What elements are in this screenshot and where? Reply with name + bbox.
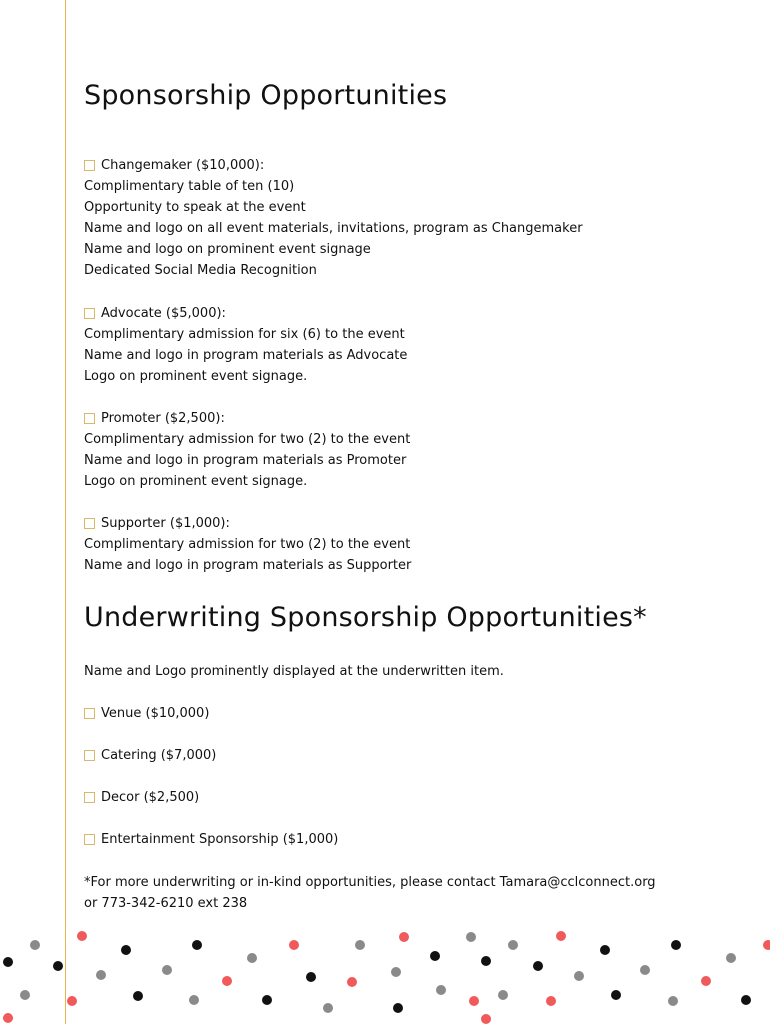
benefit-item: Complimentary admission for six (6) to the event [84, 327, 405, 342]
underwriting-intro: Name and Logo prominently displayed at the underwritten item. [84, 664, 504, 679]
sponsorship-heading: Sponsorship Opportunities [84, 80, 448, 111]
underwriting-item-venue [84, 703, 209, 724]
tier-changemaker [84, 155, 583, 281]
benefit-item: Name and logo in program materials as Advocate [84, 348, 408, 363]
underwriting-label: Decor ($2,500) [101, 790, 200, 805]
checkbox-entertainment[interactable] [84, 834, 95, 845]
tier-supporter [84, 513, 411, 576]
tier-promoter [84, 408, 410, 492]
benefit-item: Name and logo on prominent event signage [84, 242, 371, 257]
benefit-item: Complimentary admission for two (2) to the event [84, 432, 411, 447]
checkbox-venue[interactable] [84, 708, 95, 719]
tier-advocate [84, 303, 407, 387]
checkbox-advocate[interactable] [84, 308, 95, 319]
underwriting-item-decor [84, 787, 199, 808]
benefit-item: Dedicated Social Media Recognition [84, 263, 317, 278]
checkbox-changemaker[interactable] [84, 160, 95, 171]
benefit-item: Complimentary table of ten (10) [84, 179, 295, 194]
benefit-item: Name and logo in program materials as Supporter [84, 558, 412, 573]
footnote-line-1: *For more underwriting or in-kind opportunities, please contact Tamara@cclconnect.org [84, 875, 656, 890]
tier-title: Changemaker ($10,000): [101, 158, 265, 173]
tier-title: Promoter ($2,500): [101, 411, 225, 426]
underwriting-label: Entertainment Sponsorship ($1,000) [101, 832, 339, 847]
checkbox-supporter[interactable] [84, 518, 95, 529]
underwriting-item-catering [84, 745, 216, 766]
underwriting-heading: Underwriting Sponsorship Opportunities* [84, 602, 647, 633]
confetti-dots-decoration [0, 920, 770, 1024]
benefit-item: Logo on prominent event signage. [84, 369, 308, 384]
confetti-dots [3, 931, 770, 1024]
benefit-item: Logo on prominent event signage. [84, 474, 308, 489]
underwriting-label: Catering ($7,000) [101, 748, 217, 763]
tier-title: Supporter ($1,000): [101, 516, 230, 531]
tier-title: Advocate ($5,000): [101, 306, 226, 321]
benefit-item: Name and logo on all event materials, invitations, program as Changemaker [84, 221, 583, 236]
checkbox-decor[interactable] [84, 792, 95, 803]
checkbox-promoter[interactable] [84, 413, 95, 424]
benefit-item: Name and logo in program materials as Promoter [84, 453, 407, 468]
checkbox-catering[interactable] [84, 750, 95, 761]
benefit-item: Complimentary admission for two (2) to the event [84, 537, 411, 552]
margin-rule [65, 0, 66, 1024]
footnote-line-2: or 773-342-6210 ext 238 [84, 896, 248, 911]
underwriting-item-entertainment [84, 829, 338, 850]
benefit-item: Opportunity to speak at the event [84, 200, 306, 215]
underwriting-label: Venue ($10,000) [101, 706, 210, 721]
